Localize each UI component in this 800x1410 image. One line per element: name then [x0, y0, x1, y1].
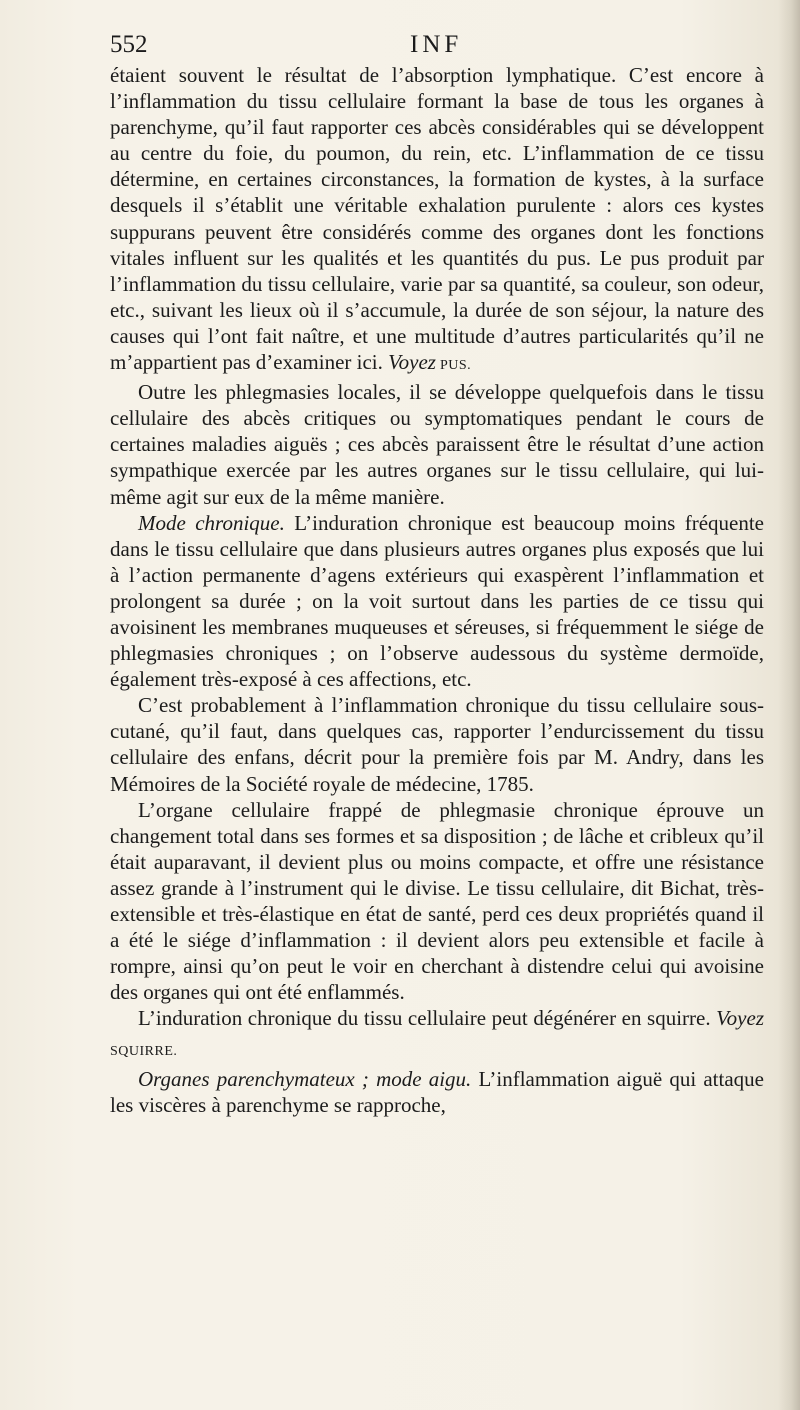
section-heading: Mode chronique. — [138, 510, 285, 535]
paragraph — [110, 692, 764, 796]
running-head: INF — [410, 31, 463, 58]
page-header — [110, 30, 760, 60]
text-run: L’induration chronique est beaucoup moins fréquente dans le tissu cellulaire que dans plusieurs autres organes plus exposés que lui à l’action permanente d’agens extérieurs qui exaspèrent l’inflammation et prolongent sa durée ; on la voit surtout dans les parties de ce tissu qui avoisinent les membranes muqueuses et séreuses, si fréquemment le siége de phlegmasies chroniques ; on l’observe audessous du système dermoïde, également très-exposé à ces affections, etc. — [110, 510, 764, 692]
text-run: Outre les phlegmasies locales, il se développe quelquefois dans le tissu cellulaire des abcès critiques ou symptomatiques pendant le cours de certaines maladies aiguës ; ces abcès paraissent être le résultat d’une action sympathique exercée par les autres organes sur le tissu cellulaire, qui lui-même agit sur eux de la même manière. — [110, 380, 764, 509]
cross-reference-label: Voyez — [388, 350, 436, 375]
paragraph — [110, 1066, 764, 1118]
text-run: L’inflammation aiguë qui attaque les viscères à parenchyme se rapproche, — [110, 1066, 764, 1117]
body-text — [110, 62, 764, 1118]
paragraph — [110, 1005, 764, 1065]
page-edge-shadow — [778, 0, 800, 1410]
text-run: L’organe cellulaire frappé de phlegmasie chronique éprouve un changement total dans ses formes et sa disposition ; de lâche et cribleux qu’il était auparavant, il devient plus ou moins compacte, et offre une résistance assez grande à l’instrument qui le divise. Le tissu cellulaire, dit Bichat, très-extensible et très-élastique en état de santé, perd ces deux propriétés quand il a été le siége d’inflammation : il devient alors peu extensible et facile à rompre, ainsi qu’on peut le voir en cherchant à distendre celui qui avoisine des organes qui ont été enflammés. — [110, 797, 764, 1005]
text-run: étaient souvent le résultat de l’absorption lymphatique. C’est encore à l’inflammation du tissu cellulaire formant la base de tous les organes à parenchyme, qu’il faut rapporter ces abcès considérables qui se développent au centre du foie, du poumon, du rein, etc. L’inflammation de ce tissu détermine, en certaines circonstances, la formation de kystes, à la surface desquels il s’établit une véritable exhalation purulente : alors ces kystes suppurans peuvent être considérés comme des organes dont les fonctions vitales influent sur les qualités et les quantités du pus. Le pus produit par l’inflammation du tissu cellulaire, varie par sa quantité, sa couleur, son odeur, etc., suivant les lieux où il s’accumule, la durée de son séjour, la nature des causes qui l’ont fait naître, et une multitude d’autres particularités qu’il ne m’appartient pas d’examiner ici. — [110, 63, 764, 375]
paragraph — [110, 379, 764, 509]
section-heading: Organes parenchymateux ; mode aigu. — [138, 1066, 472, 1091]
cross-reference-label: Voyez — [716, 1006, 764, 1031]
page-number: 552 — [110, 31, 148, 58]
paragraph — [110, 510, 764, 693]
text-run: L’induration chronique du tissu cellulaire peut dégénérer en squirre. — [138, 1006, 717, 1031]
cross-reference-term: SQUIRRE. — [110, 1044, 178, 1060]
text-run: C’est probablement à l’inflammation chronique du tissu cellulaire sous-cutané, qu’il faut, dans quelques cas, rapporter l’endurcissement du tissu cellulaire des enfans, décrit pour la première fois par M. Andry, dans les Mémoires de la Société royale de médecine, 1785. — [110, 693, 764, 796]
paragraph — [110, 62, 764, 379]
paragraph — [110, 797, 764, 1006]
cross-reference-term: PUS. — [435, 358, 472, 374]
